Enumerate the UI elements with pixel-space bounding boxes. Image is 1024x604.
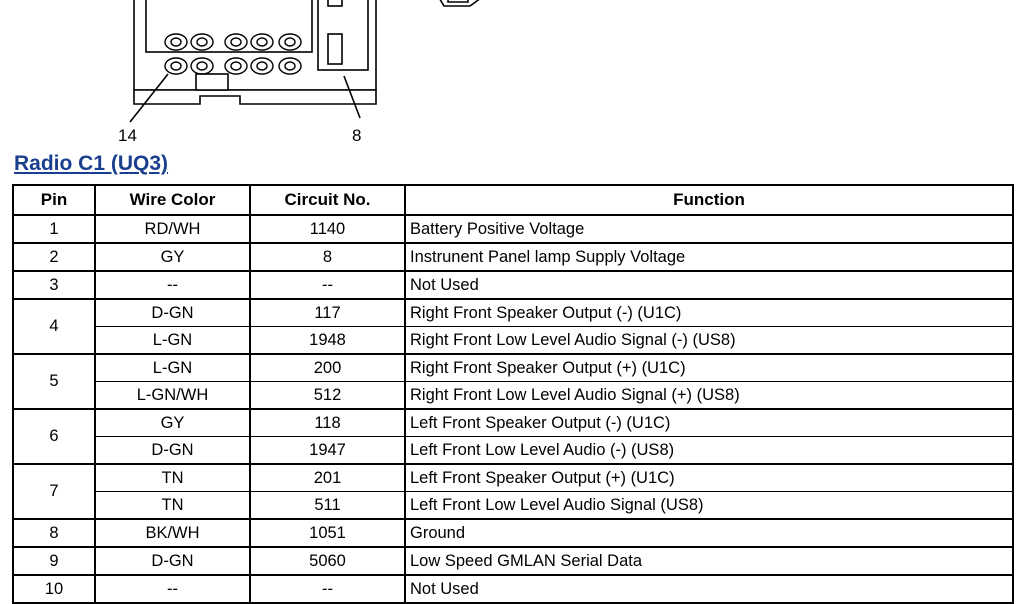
cell-circuit-no: 201 — [250, 464, 405, 492]
table-row — [13, 519, 1013, 547]
pinout-table-wrapper — [12, 184, 1012, 604]
pin-label-8: 8 — [352, 126, 362, 145]
cell-pin: 9 — [13, 547, 95, 575]
cell-circuit-no: 118 — [250, 409, 405, 437]
cell-circuit-no: 8 — [250, 243, 405, 271]
cell-circuit-no: 1948 — [250, 327, 405, 355]
table-header-row — [13, 185, 1013, 215]
pinout-table — [12, 184, 1014, 604]
cell-wire-color: GY — [95, 409, 250, 437]
cell-wire-color: L-GN — [95, 354, 250, 382]
cell-function: Left Front Low Level Audio Signal (US8) — [405, 492, 1013, 520]
cell-circuit-no: 1051 — [250, 519, 405, 547]
table-row — [13, 271, 1013, 299]
cell-function: Instrunent Panel lamp Supply Voltage — [405, 243, 1013, 271]
cell-function: Ground — [405, 519, 1013, 547]
cell-wire-color: D-GN — [95, 547, 250, 575]
cell-pin: 8 — [13, 519, 95, 547]
cell-wire-color: L-GN/WH — [95, 382, 250, 410]
cell-wire-color: -- — [95, 575, 250, 603]
cell-wire-color: GY — [95, 243, 250, 271]
cell-circuit-no: -- — [250, 575, 405, 603]
cell-circuit-no: -- — [250, 271, 405, 299]
cell-pin: 3 — [13, 271, 95, 299]
cell-pin: 5 — [13, 354, 95, 409]
table-row — [13, 299, 1013, 327]
cell-pin: 4 — [13, 299, 95, 354]
cell-function: Right Front Low Level Audio Signal (-) (US8) — [405, 327, 1013, 355]
cell-function: Low Speed GMLAN Serial Data — [405, 547, 1013, 575]
cell-pin: 10 — [13, 575, 95, 603]
cell-function: Not Used — [405, 271, 1013, 299]
cell-circuit-no: 5060 — [250, 547, 405, 575]
pin-label-14: 14 — [118, 126, 137, 145]
cell-circuit-no: 200 — [250, 354, 405, 382]
table-row — [13, 327, 1013, 355]
cell-function: Left Front Low Level Audio (-) (US8) — [405, 437, 1013, 465]
cell-wire-color: RD/WH — [95, 215, 250, 243]
cell-pin: 6 — [13, 409, 95, 464]
cell-pin: 7 — [13, 464, 95, 519]
cell-circuit-no: 1947 — [250, 437, 405, 465]
cell-circuit-no: 512 — [250, 382, 405, 410]
cell-pin: 2 — [13, 243, 95, 271]
column-header-circuit-no: Circuit No. — [250, 185, 405, 215]
table-row — [13, 492, 1013, 520]
cell-pin: 1 — [13, 215, 95, 243]
table-row — [13, 464, 1013, 492]
cell-function: Left Front Speaker Output (+) (U1C) — [405, 464, 1013, 492]
table-row — [13, 354, 1013, 382]
cell-circuit-no: 1140 — [250, 215, 405, 243]
cell-function: Right Front Speaker Output (+) (U1C) — [405, 354, 1013, 382]
cell-circuit-no: 511 — [250, 492, 405, 520]
table-row — [13, 382, 1013, 410]
cell-wire-color: D-GN — [95, 437, 250, 465]
pinout-table-body — [13, 215, 1013, 603]
table-row — [13, 547, 1013, 575]
table-row — [13, 575, 1013, 603]
cell-function: Left Front Speaker Output (-) (U1C) — [405, 409, 1013, 437]
table-row — [13, 437, 1013, 465]
cell-function: Not Used — [405, 575, 1013, 603]
cell-function: Right Front Speaker Output (-) (U1C) — [405, 299, 1013, 327]
cell-wire-color: BK/WH — [95, 519, 250, 547]
cell-circuit-no: 117 — [250, 299, 405, 327]
connector-diagram — [0, 0, 1024, 148]
cell-wire-color: D-GN — [95, 299, 250, 327]
cell-function: Battery Positive Voltage — [405, 215, 1013, 243]
column-header-wire-color: Wire Color — [95, 185, 250, 215]
table-row — [13, 409, 1013, 437]
table-row — [13, 215, 1013, 243]
cell-wire-color: L-GN — [95, 327, 250, 355]
table-row — [13, 243, 1013, 271]
section-heading-text: Radio C1 (UQ3) — [14, 152, 169, 175]
cell-wire-color: TN — [95, 464, 250, 492]
column-header-pin: Pin — [13, 185, 95, 215]
cell-wire-color: -- — [95, 271, 250, 299]
section-heading — [14, 152, 168, 176]
column-header-function: Function — [405, 185, 1013, 215]
cell-wire-color: TN — [95, 492, 250, 520]
cell-function: Right Front Low Level Audio Signal (+) (US8) — [405, 382, 1013, 410]
